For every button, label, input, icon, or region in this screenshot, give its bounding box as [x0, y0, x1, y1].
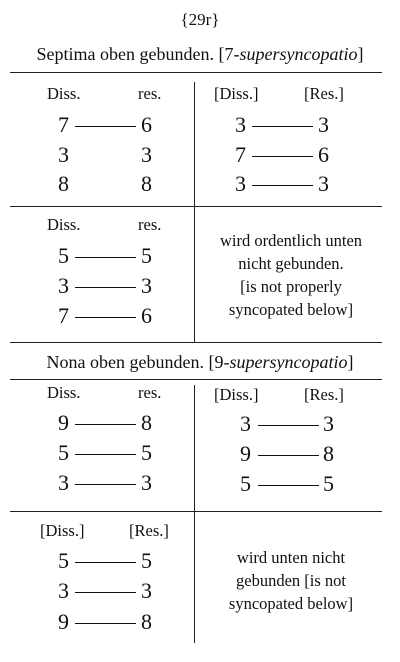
table-column-divider: [194, 82, 195, 342]
dissonance-number: 9: [58, 410, 69, 435]
note-line: nicht gebunden.: [238, 254, 344, 273]
tie-line: [258, 425, 319, 426]
header-resolution: [Res.]: [304, 385, 344, 404]
resolution-number: 6: [141, 303, 152, 328]
tie-line: [75, 317, 136, 318]
tie-line: [75, 562, 136, 563]
tie-line: [75, 484, 136, 485]
dissonance-number: 5: [58, 440, 69, 465]
header-dissonance: [Diss.]: [214, 84, 259, 103]
tie-line: [75, 424, 136, 425]
dissonance-number: 7: [58, 303, 69, 328]
header-dissonance: Diss.: [47, 215, 81, 234]
dissonance-number: 8: [58, 171, 69, 196]
table-rule-top: [10, 379, 382, 380]
header-resolution: res.: [138, 84, 162, 103]
dissonance-number: 3: [58, 273, 69, 298]
resolution-number: 3: [141, 142, 152, 167]
dissonance-number: 3: [235, 112, 246, 137]
header-resolution: res.: [138, 215, 162, 234]
note-not-syncopated-below: [196, 229, 386, 321]
resolution-number: 5: [141, 440, 152, 465]
section-title-nona: [0, 352, 400, 373]
tie-line: [75, 454, 136, 455]
note-line: wird ordentlich unten: [219, 231, 363, 250]
resolution-number: 3: [318, 112, 329, 137]
tie-line: [75, 126, 136, 127]
table-rule-middle: [10, 511, 382, 512]
table-rule-top: [10, 72, 382, 73]
resolution-number: 8: [323, 441, 334, 466]
title-text: Nona oben gebunden. [9-: [46, 352, 230, 372]
resolution-number: 8: [141, 171, 152, 196]
tie-line: [252, 185, 313, 186]
resolution-number: 8: [141, 410, 152, 435]
table-rule-bottom: [10, 342, 382, 343]
table-rule-middle: [10, 206, 382, 207]
table-column-divider: [194, 385, 195, 643]
header-dissonance: Diss.: [47, 84, 81, 103]
resolution-number: 3: [141, 273, 152, 298]
note-line: gebunden [is not: [236, 571, 346, 590]
dissonance-number: 3: [240, 411, 251, 436]
title-italic: supersyncopatio: [239, 44, 358, 64]
title-end: ]: [347, 352, 354, 372]
dissonance-number: 5: [58, 243, 69, 268]
title-end: ]: [357, 44, 364, 64]
resolution-number: 5: [323, 471, 334, 496]
resolution-number: 3: [141, 578, 152, 603]
title-text: Septima oben gebunden. [7-: [36, 44, 240, 64]
header-dissonance: [Diss.]: [214, 385, 259, 404]
dissonance-number: 7: [58, 112, 69, 137]
dissonance-number: 5: [58, 548, 69, 573]
header-dissonance: Diss.: [47, 383, 81, 402]
resolution-number: 6: [318, 142, 329, 167]
tie-line: [75, 592, 136, 593]
tie-line: [75, 623, 136, 624]
resolution-number: 6: [141, 112, 152, 137]
tie-line: [252, 126, 313, 127]
header-resolution: res.: [138, 383, 162, 402]
tie-line: [75, 257, 136, 258]
dissonance-number: 7: [235, 142, 246, 167]
tie-line: [252, 156, 313, 157]
dissonance-number: 9: [240, 441, 251, 466]
tie-line: [258, 485, 319, 486]
resolution-number: 5: [141, 548, 152, 573]
resolution-number: 3: [318, 171, 329, 196]
dissonance-number: 3: [58, 142, 69, 167]
tie-line: [75, 287, 136, 288]
note-not-syncopated-below: [196, 546, 386, 615]
folio-number: {29r}: [180, 10, 220, 29]
header-dissonance: [Diss.]: [40, 521, 85, 540]
section-title-septima: [0, 44, 400, 65]
dissonance-number: 3: [235, 171, 246, 196]
note-line: syncopated below]: [228, 300, 354, 319]
header-resolution: [Res.]: [129, 521, 169, 540]
resolution-number: 8: [141, 609, 152, 634]
resolution-number: 3: [323, 411, 334, 436]
note-line: [is not properly: [240, 277, 342, 296]
dissonance-number: 3: [58, 578, 69, 603]
header-resolution: [Res.]: [304, 84, 344, 103]
note-line: wird unten nicht: [236, 548, 346, 567]
tie-line: [258, 455, 319, 456]
resolution-number: 5: [141, 243, 152, 268]
note-line: syncopated below]: [228, 594, 354, 613]
dissonance-number: 3: [58, 470, 69, 495]
resolution-number: 3: [141, 470, 152, 495]
dissonance-number: 9: [58, 609, 69, 634]
title-italic: supersyncopatio: [229, 352, 348, 372]
dissonance-number: 5: [240, 471, 251, 496]
